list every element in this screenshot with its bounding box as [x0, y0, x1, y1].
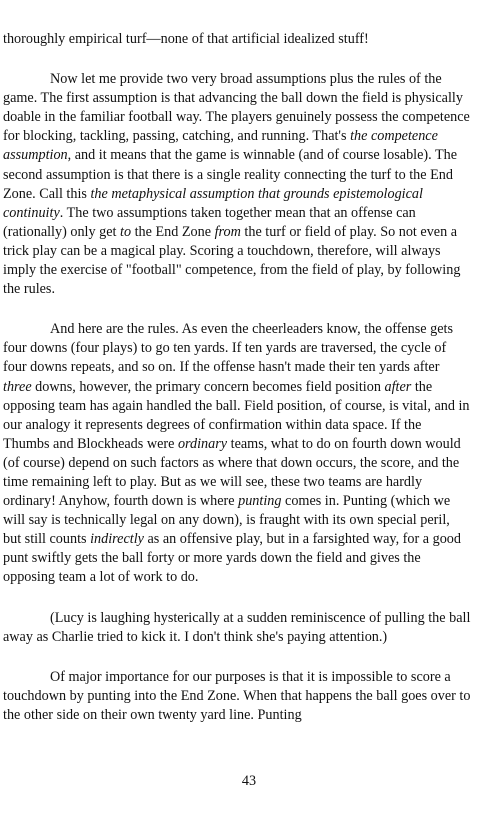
paragraph-punting: Of major importance for our purposes is that it is impossible to score a touchdown by punting into the End Zone. When that happens the ball goes over to the other side on their own twenty yard line. Punting — [3, 668, 471, 723]
text-run: teams, what to do on fourth down would (of course) depend on such factors as where that down occurs, the score, and the time remaining left to play. But as we will see, these two teams are hardly ordinary! Anyhow, fourth down is where — [3, 435, 461, 510]
italic-phrase: the metaphysical assumption that grounds epistemological continuity — [3, 185, 423, 221]
italic-phrase: after — [384, 378, 412, 395]
text-run: as an offensive play, but in a farsighted way, for a good punt swiftly gets the ball forty or more yards down the field and gives the opposing team a lot of work to do. — [3, 531, 461, 586]
page-number: 43 — [241, 773, 257, 789]
text-run: Now let me provide two very broad assumptions plus the rules of the game. The first assumption is that advancing the ball down the field is physically doable in the familiar football way. The players genuinely possess the competence for blocking, tackling, passing, catching, and running. That's — [3, 71, 470, 145]
text-run: the opposing team has again handled the ball. Field position, of course, is vital, and in our analogy it represents degrees of confirmation within data space. If the Thumbs and Blockheads were — [3, 378, 470, 452]
text-run: . The two assumptions taken together mean that an offense can (rationally) only get — [3, 204, 416, 240]
text-run: And here are the rules. As even the cheerleaders know, the offense gets four downs (four plays) to go ten yards. If ten yards are traversed, the cycle of four downs repeats, and so on. If the offense hasn't made their ten yards after — [3, 321, 453, 376]
paragraph-lucy: (Lucy is laughing hysterically at a sudden reminiscence of pulling the ball away as Charlie tried to kick it. I don't think she's paying attention.) — [3, 609, 471, 645]
paragraph-gap — [3, 588, 471, 609]
paragraph-gap — [3, 647, 471, 668]
text-run: downs, however, the primary concern becomes field position — [31, 378, 385, 395]
paragraph-assumptions — [3, 70, 471, 299]
italic-phrase: to — [120, 223, 132, 240]
text-run: the turf or field of play. So not even a trick play can be a magical play. Scoring a touchdown, therefore, will always imply the exercise of "football" competence, from the field of play, by following the rules. — [3, 223, 461, 298]
paragraph-gap — [3, 49, 471, 70]
paragraph-rules — [3, 320, 471, 587]
body-text — [3, 30, 471, 725]
italic-phrase: three — [3, 378, 32, 395]
text-run: , and it means that the game is winnable (and of course losable). The second assumption is that there is a single reality connecting the turf to the End Zone. Call this — [3, 147, 458, 202]
text-run: comes in. Punting (which we will say is technically legal on any down), is fraught with its own special peril, but still counts — [3, 493, 451, 548]
italic-phrase: from — [214, 223, 241, 240]
continued-line: thoroughly empirical turf—none of that artificial idealized stuff! — [3, 31, 369, 47]
italic-phrase: ordinary — [177, 435, 228, 452]
text-run: the End Zone — [131, 223, 215, 240]
italic-phrase: punting — [238, 493, 282, 510]
paragraph-gap — [3, 299, 471, 320]
italic-phrase: indirectly — [90, 531, 144, 548]
italic-phrase: the competence assumption — [3, 128, 438, 164]
